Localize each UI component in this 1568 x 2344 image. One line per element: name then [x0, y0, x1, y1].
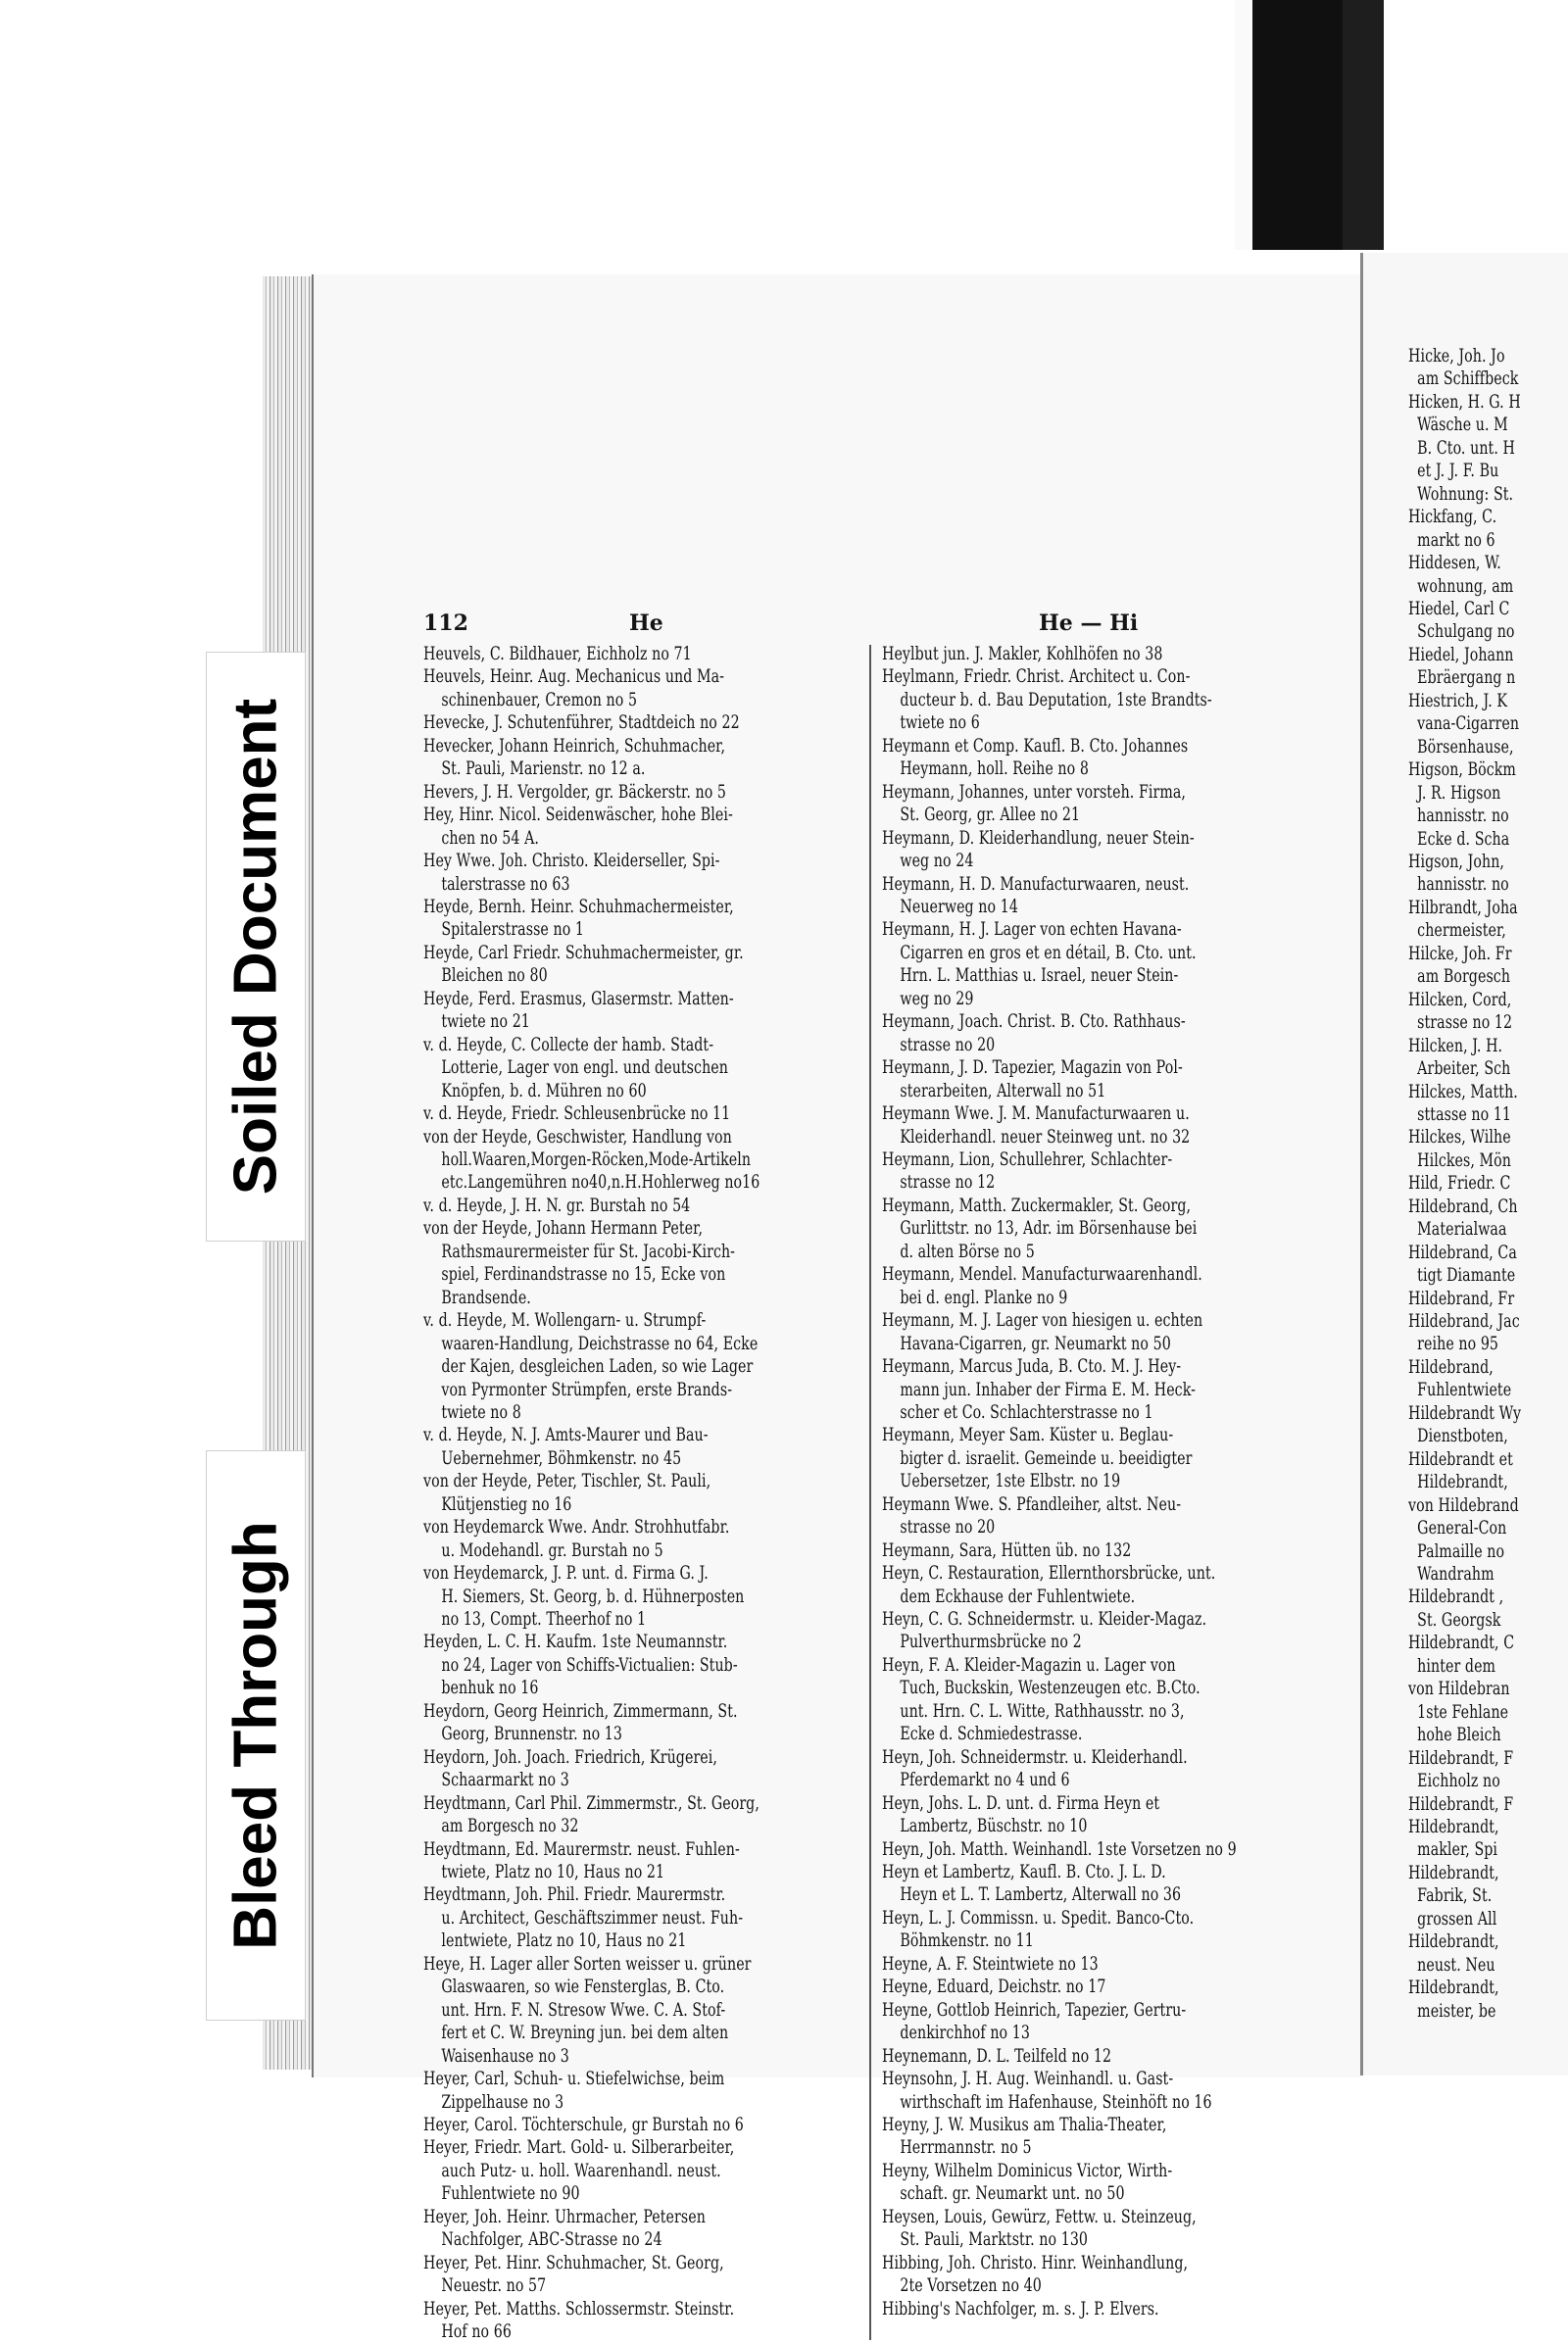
soiled-document-label: Soiled Document	[221, 698, 290, 1196]
entry-line: meister, be	[1408, 2000, 1496, 2022]
entry-line: Heyde, Carl Friedr. Schuhmachermeister, gr.	[423, 942, 744, 963]
entry-line: auch Putz- u. holl. Waarenhandl. neust.	[423, 2160, 721, 2181]
entry-line: markt no 6	[1408, 529, 1495, 551]
entry-line: chen no 54 A.	[423, 827, 539, 849]
entry-line: Heymann, H. D. Manufacturwaaren, neust.	[882, 873, 1190, 895]
entry-line: von Hildebrand	[1408, 1494, 1519, 1516]
entry-line: Hey, Hinr. Nicol. Seidenwäscher, hohe Blei-	[423, 805, 733, 826]
facing-page-fragment	[1360, 253, 1568, 2075]
entry-line: Heyer, Pet. Matths. Schlossermstr. Steinstr.	[423, 2298, 735, 2320]
entry-line: grossen All	[1408, 1908, 1497, 1929]
entry-line: Heyn, C. Restauration, Ellernthorsbrücke, unt.	[882, 1563, 1216, 1585]
entry-line: Heymann, Lion, Schullehrer, Schlachter-	[882, 1148, 1173, 1170]
entry-line: Heydorn, Joh. Joach. Friedrich, Krügerei,	[423, 1746, 717, 1768]
page-number: 112	[423, 610, 468, 636]
entry-line: Pferdemarkt no 4 und 6	[882, 1770, 1070, 1791]
entry-line: twiete, Platz no 10, Haus no 21	[423, 1862, 665, 1883]
entry-line: Heymann, H. J. Lager von echten Havana-	[882, 919, 1182, 941]
entry-line: Schulgang no	[1408, 621, 1515, 643]
entry-line: Higson, John,	[1408, 851, 1504, 872]
entry-line: Heyn, Johs. L. D. unt. d. Firma Heyn et	[882, 1792, 1160, 1814]
entry-line: Hildebrandt,	[1408, 1817, 1499, 1837]
entry-line: vana-Cigarren	[1408, 713, 1520, 735]
entry-line: makler, Spi	[1408, 1839, 1498, 1861]
entry-line: Heymann et Comp. Kaufl. B. Cto. Johannes	[882, 735, 1189, 757]
entry-line: Heydtmann, Ed. Maurermstr. neust. Fuhlen-	[423, 1838, 740, 1860]
entry-line: Kleiderhandl. neuer Steinweg unt. no 32	[882, 1126, 1191, 1148]
entry-line: Hilcke, Joh. Fr	[1408, 943, 1512, 964]
entry-line: Heyny, Wilhelm Dominicus Victor, Wirth-	[882, 2160, 1173, 2181]
entry-line: Higson, Böckm	[1408, 759, 1516, 781]
entry-line: schaft. gr. Neumarkt unt. no 50	[882, 2183, 1125, 2205]
entry-line: neust. Neu	[1408, 1954, 1495, 1976]
entry-line: St. Pauli, Marienstr. no 12 a.	[423, 758, 646, 780]
entry-line: Hiedel, Johann	[1408, 644, 1514, 665]
entry-line: v. d. Heyde, M. Wollengarn- u. Strumpf-	[423, 1310, 707, 1332]
left-running-head: He	[629, 610, 663, 636]
entry-line: unt. Hrn. F. N. Stresow Wwe. C. A. Stof-	[423, 1999, 726, 2021]
entry-line: Hildebrandt, C	[1408, 1633, 1515, 1654]
entry-line: von der Heyde, Peter, Tischler, St. Pauli,	[423, 1471, 711, 1492]
entry-line: sttasse no 11	[1408, 1103, 1512, 1125]
entry-line: Hildebrandt ,	[1408, 1587, 1504, 1608]
entry-line: Heymann, Matth. Zuckermakler, St. Georg,	[882, 1195, 1192, 1216]
right-running-head: He — Hi	[1039, 610, 1139, 636]
entry-line: bigter d. israelit. Gemeinde u. beeidigter	[882, 1447, 1193, 1469]
entry-line: Heyn, L. J. Commissn. u. Spedit. Banco-Cto.	[882, 1907, 1195, 1929]
entry-line: Neuerweg no 14	[882, 896, 1018, 917]
entry-line: mann jun. Inhaber der Firma E. M. Heck-	[882, 1379, 1197, 1400]
entry-line: Hildebrand, Jac	[1408, 1311, 1520, 1333]
directory-page	[312, 274, 1362, 2343]
entry-line: St. Pauli, Marktstr. no 130	[882, 2229, 1089, 2251]
entry-line: von Hildebran	[1408, 1679, 1510, 1700]
entry-line: u. Modehandl. gr. Burstah no 5	[423, 1539, 663, 1561]
entry-line: talerstrasse no 63	[423, 873, 570, 895]
entry-line: Heyde, Bernh. Heinr. Schuhmachermeister,	[423, 896, 734, 917]
entry-line: twiete no 8	[423, 1401, 521, 1423]
entry-line: sterarbeiten, Alterwall no 51	[882, 1080, 1106, 1101]
entry-line: Heyn, C. G. Schneidermstr. u. Kleider-Magaz.	[882, 1609, 1207, 1631]
entry-line: Heyn, F. A. Kleider-Magazin u. Lager von	[882, 1654, 1176, 1676]
entry-line: Heyer, Friedr. Mart. Gold- u. Silberarbeiter,	[423, 2137, 735, 2159]
entry-line: Hildebrandt, F	[1408, 1747, 1514, 1769]
entry-line: Heuvels, C. Bildhauer, Eichholz no 71	[423, 644, 692, 664]
entry-line: weg no 29	[882, 988, 974, 1009]
entry-line: am Schiffbeck	[1408, 368, 1519, 390]
entry-line: twiete no 6	[882, 712, 980, 734]
entry-line: Fabrik, St.	[1408, 1885, 1493, 1907]
entry-line: Hevecke, J. Schutenführer, Stadtdeich no 22	[423, 712, 740, 734]
entry-line: Heymann, Sara, Hütten üb. no 132	[882, 1539, 1132, 1561]
entry-line: Heymann Wwe. S. Pfandleiher, altst. Neu-	[882, 1493, 1182, 1515]
entry-line: von Heydemarck Wwe. Andr. Strohhutfabr.	[423, 1517, 730, 1538]
left-column	[423, 643, 760, 2344]
entry-line: hannisstr. no	[1408, 874, 1509, 896]
entry-line: Hildebrandt,	[1408, 1978, 1499, 1999]
entry-line: hinter dem	[1408, 1655, 1496, 1677]
entry-line: Hof no 66	[423, 2321, 512, 2343]
entry-line: tigt Diamante	[1408, 1265, 1516, 1287]
column-divider	[869, 645, 871, 2340]
entry-line: Bleichen no 80	[423, 965, 548, 987]
entry-line: Heymann, Johannes, unter vorsteh. Firma,	[882, 781, 1187, 803]
entry-line: Hey Wwe. Joh. Christo. Kleiderseller, Spi-	[423, 851, 720, 872]
entry-line: St. Georg, gr. Allee no 21	[882, 805, 1081, 826]
soiled-document-tab	[206, 652, 306, 1242]
entry-line: hannisstr. no	[1408, 806, 1509, 827]
entry-line: Hibbing's Nachfolger, m. s. J. P. Elvers.	[882, 2298, 1159, 2320]
entry-line: reihe no 95	[1408, 1334, 1499, 1355]
entry-line: hohe Bleich	[1408, 1725, 1501, 1746]
entry-line: General-Con	[1408, 1518, 1507, 1539]
entry-line: Heymann Wwe. J. M. Manufacturwaaren u.	[882, 1103, 1190, 1125]
entry-line: schinenbauer, Cremon no 5	[423, 689, 638, 710]
entry-line: Palmaille no	[1408, 1540, 1505, 1562]
entry-line: Heydtmann, Joh. Phil. Friedr. Maurermstr.	[423, 1884, 726, 1906]
entry-line: Neuestr. no 57	[423, 2275, 547, 2297]
entry-line: Hildebrand, Fr	[1408, 1288, 1515, 1309]
entry-line: lentwiete, Platz no 10, Haus no 21	[423, 1930, 687, 1952]
entry-line: wohnung, am	[1408, 575, 1514, 597]
entry-line: Lambertz, Büschstr. no 10	[882, 1816, 1088, 1837]
entry-line: Heye, H. Lager aller Sorten weisser u. grüner	[423, 1953, 752, 1975]
entry-line: Heyne, A. F. Steintwiete no 13	[882, 1953, 1099, 1975]
entry-line: Fuhlentwiete	[1408, 1380, 1512, 1401]
entry-line: Hilckes, Wilhe	[1408, 1127, 1511, 1148]
entry-line: Heymann, Meyer Sam. Küster u. Beglau-	[882, 1425, 1174, 1446]
entry-line: Ecke d. Schmiedestrasse.	[882, 1724, 1083, 1745]
entry-line: et J. J. F. Bu	[1408, 461, 1499, 482]
entry-line: Rathsmaurermeister für St. Jacobi-Kirch-	[423, 1241, 736, 1262]
entry-line: St. Georgsk	[1408, 1609, 1501, 1631]
entry-line: Uebersetzer, 1ste Elbstr. no 19	[882, 1471, 1121, 1492]
entry-line: Hiddesen, W.	[1408, 553, 1501, 574]
entry-line: Hildebrandt,	[1408, 1472, 1508, 1493]
entry-line: Hevecker, Johann Heinrich, Schuhmacher,	[423, 735, 726, 757]
entry-line: Ebräergang n	[1408, 667, 1516, 689]
entry-line: Heyer, Joh. Heinr. Uhrmacher, Petersen	[423, 2206, 706, 2227]
entry-line: Hildebrandt et	[1408, 1448, 1513, 1470]
entry-line: Heyn et L. T. Lambertz, Alterwall no 36	[882, 1884, 1182, 1906]
entry-line: Hildebrand,	[1408, 1356, 1494, 1378]
entry-line: Hildebrandt, F	[1408, 1793, 1514, 1815]
entry-line: Hibbing, Joh. Christo. Hinr. Weinhandlung,	[882, 2252, 1189, 2273]
entry-line: Heylmann, Friedr. Christ. Architect u. Con-	[882, 666, 1191, 688]
entry-line: Heyn, Joh. Schneidermstr. u. Kleiderhandl.	[882, 1746, 1188, 1768]
entry-line: Heymann, Joach. Christ. B. Cto. Rathhaus-	[882, 1011, 1186, 1033]
entry-line: denkirchhof no 13	[882, 2023, 1030, 2044]
entry-line: Lotterie, Lager von engl. und deutschen	[423, 1057, 728, 1079]
entry-line: Heymann, M. J. Lager von hiesigen u. echten	[882, 1310, 1203, 1332]
entry-line: strasse no 20	[882, 1517, 996, 1538]
entry-line: von Pyrmonter Strümpfen, erste Brands-	[423, 1379, 733, 1400]
entry-line: Hilcken, J. H.	[1408, 1035, 1503, 1056]
entry-line: Eichholz no	[1408, 1771, 1500, 1792]
entry-line: Heyne, Eduard, Deichstr. no 17	[882, 1977, 1106, 1998]
entry-line: Materialwaa	[1408, 1219, 1507, 1241]
entry-line: Herrmannstr. no 5	[882, 2137, 1032, 2159]
entry-line: Uebernehmer, Böhmkenstr. no 45	[423, 1447, 682, 1469]
entry-line: dem Eckhause der Fuhlentwiete.	[882, 1586, 1136, 1607]
entry-line: Heymann, D. Kleiderhandlung, neuer Stein-	[882, 827, 1195, 849]
scan-margin-white	[1384, 0, 1568, 253]
entry-line: spiel, Ferdinandstrasse no 15, Ecke von	[423, 1264, 726, 1286]
entry-line: Hildebrand, Ca	[1408, 1242, 1517, 1263]
entry-line: Dienstboten,	[1408, 1426, 1508, 1447]
entry-line: holl.Waaren,Morgen-Röcken,Mode-Artikeln	[423, 1148, 752, 1170]
entry-line: v. d. Heyde, N. J. Amts-Maurer und Bau-	[423, 1425, 709, 1446]
entry-line: strasse no 12	[882, 1172, 996, 1194]
entry-line: no 13, Compt. Theerhof no 1	[423, 1609, 647, 1631]
bleed-through-tab	[206, 1450, 306, 2021]
entry-line: Hiedel, Carl C	[1408, 598, 1510, 619]
entry-line: von der Heyde, Johann Hermann Peter,	[423, 1218, 704, 1240]
entry-line: Hild, Friedr. C	[1408, 1173, 1511, 1195]
entry-line: v. d. Heyde, C. Collecte der hamb. Stadt-	[423, 1034, 714, 1055]
entry-line: Börsenhause,	[1408, 736, 1514, 757]
entry-line: Waisenhause no 3	[423, 2045, 569, 2067]
entry-line: Hrn. L. Matthias u. Israel, neuer Stein-	[882, 965, 1179, 987]
entry-line: fert et C. W. Breyning jun. bei dem alten	[423, 2023, 729, 2044]
entry-line: Heuvels, Heinr. Aug. Mechanicus und Ma-	[423, 666, 725, 688]
entry-line: Heyde, Ferd. Erasmus, Glasermstr. Matten-	[423, 988, 734, 1009]
entry-line: Hilckes, Matth.	[1408, 1081, 1518, 1102]
entry-line: unt. Hrn. C. L. Witte, Rathhausstr. no 3,	[882, 1700, 1185, 1722]
entry-line: Hicke, Joh. Jo	[1408, 346, 1505, 366]
entry-line: Hildebrand, Ch	[1408, 1196, 1518, 1217]
entry-line: Heyny, J. W. Musikus am Thalia-Theater,	[882, 2115, 1167, 2135]
entry-line: bei d. engl. Planke no 9	[882, 1287, 1068, 1308]
entry-line: 2te Vorsetzen no 40	[882, 2275, 1042, 2297]
entry-line: Hilckes, Mön	[1408, 1149, 1511, 1171]
entry-line: Hildebrandt,	[1408, 1931, 1499, 1953]
entry-line: 1ste Fehlane	[1408, 1701, 1509, 1723]
entry-line: Hilbrandt, Joha	[1408, 897, 1518, 918]
entry-line: Heymann, Marcus Juda, B. Cto. M. J. Hey-	[882, 1356, 1182, 1378]
entry-line: Heysen, Louis, Gewürz, Fettw. u. Steinzeug,	[882, 2206, 1197, 2227]
entry-line: Heyer, Carol. Töchterschule, gr Burstah no 6	[423, 2115, 744, 2135]
entry-line: Heyer, Pet. Hinr. Schuhmacher, St. Georg,	[423, 2252, 724, 2273]
entry-line: Ecke d. Scha	[1408, 828, 1510, 850]
entry-line: Heymann, J. D. Tapezier, Magazin von Pol-	[882, 1057, 1183, 1079]
entry-line: ducteur b. d. Bau Deputation, 1ste Brandts-	[882, 689, 1212, 710]
entry-line: Heynsohn, J. H. Aug. Weinhandl. u. Gast-	[882, 2069, 1174, 2090]
entry-line: Arbeiter, Sch	[1408, 1058, 1511, 1080]
entry-line: u. Architect, Geschäftszimmer neust. Fuh-	[423, 1907, 744, 1929]
entry-line: Heyn et Lambertz, Kaufl. B. Cto. J. L. D.	[882, 1862, 1166, 1883]
entry-line: Tuch, Buckskin, Westenzeugen etc. B.Cto.	[882, 1678, 1200, 1699]
entry-line: Georg, Brunnenstr. no 13	[423, 1724, 622, 1745]
entry-line: v. d. Heyde, Friedr. Schleusenbrücke no 11	[423, 1103, 731, 1125]
entry-line: strasse no 12	[1408, 1012, 1513, 1034]
entry-line: etc.Langemühren no40,n.H.Hohlerweg no16	[423, 1172, 760, 1194]
entry-line: Gurlittstr. no 13, Adr. im Börsenhause bei	[882, 1218, 1198, 1240]
entry-line: no 24, Lager von Schiffs-Victualien: Stub-	[423, 1654, 738, 1676]
entry-line: scher et Co. Schlachterstrasse no 1	[882, 1401, 1153, 1423]
entry-line: B. Cto. unt. H	[1408, 437, 1515, 459]
entry-line: Cigarren en gros et en détail, B. Cto. unt.	[882, 942, 1197, 963]
entry-line: Hicken, H. G. H	[1408, 391, 1521, 413]
entry-line: waaren-Handlung, Deichstrasse no 64, Ecke	[423, 1333, 759, 1354]
entry-line: Hiestrich, J. K	[1408, 690, 1508, 711]
entry-line: Heydorn, Georg Heinrich, Zimmermann, St.	[423, 1700, 738, 1722]
entry-line: Hildebrandt,	[1408, 1862, 1499, 1883]
entry-line: v. d. Heyde, J. H. N. gr. Burstah no 54	[423, 1195, 691, 1216]
entry-line: Klütjenstieg no 16	[423, 1493, 572, 1515]
entry-line: H. Siemers, St. Georg, b. d. Hühnerposten	[423, 1586, 745, 1607]
entry-line: twiete no 21	[423, 1011, 530, 1033]
entry-line: am Borgesch	[1408, 966, 1511, 988]
entry-line: Heydtmann, Carl Phil. Zimmermstr., St. Georg,	[423, 1792, 760, 1814]
right-column-fragment	[1408, 345, 1521, 2023]
bleed-through-label: Bleed Through	[221, 1521, 290, 1950]
entry-line: Hilcken, Cord,	[1408, 989, 1512, 1010]
entry-line: chermeister,	[1408, 920, 1506, 942]
entry-line: Pulverthurmsbrücke no 2	[882, 1632, 1082, 1653]
entry-line: Nachfolger, ABC-Strasse no 24	[423, 2229, 662, 2251]
entry-line: Heyden, L. C. H. Kaufm. 1ste Neumannstr.	[423, 1632, 728, 1653]
entry-line: benhuk no 16	[423, 1678, 539, 1699]
entry-line: am Borgesch no 32	[423, 1816, 579, 1837]
entry-line: Fuhlentwiete no 90	[423, 2183, 580, 2205]
entry-line: Heymann, Mendel. Manufacturwaarenhandl.	[882, 1264, 1202, 1286]
entry-line: Hickfang, C.	[1408, 507, 1497, 528]
entry-line: von der Heyde, Geschwister, Handlung von	[423, 1126, 732, 1148]
entry-line: Brandsende.	[423, 1287, 531, 1308]
entry-line: Knöpfen, b. d. Mühren no 60	[423, 1080, 647, 1101]
entry-line: Heynemann, D. L. Teilfeld no 12	[882, 2045, 1112, 2067]
entry-line: Wäsche u. M	[1408, 415, 1508, 436]
entry-line: weg no 24	[882, 851, 974, 872]
entry-line: Havana-Cigarren, gr. Neumarkt no 50	[882, 1333, 1171, 1354]
entry-line: Glaswaaren, so wie Fensterglas, B. Cto.	[423, 1977, 725, 1998]
entry-line: Spitalerstrasse no 1	[423, 919, 585, 941]
entry-line: Hevers, J. H. Vergolder, gr. Bäckerstr. no 5	[423, 781, 727, 803]
entry-line: Heyer, Carl, Schuh- u. Stiefelwichse, beim	[423, 2069, 725, 2090]
entry-line: Heymann, holl. Reihe no 8	[882, 758, 1089, 780]
entry-line: strasse no 20	[882, 1034, 996, 1055]
entry-line: Heylbut jun. J. Makler, Kohlhöfen no 38	[882, 644, 1163, 664]
entry-line: Böhmkenstr. no 11	[882, 1930, 1034, 1952]
entry-line: der Kajen, desgleichen Laden, so wie Lager	[423, 1356, 754, 1378]
entry-line: wirthschaft im Hafenhause, Steinhöft no 16	[882, 2091, 1212, 2113]
entry-line: J. R. Higson	[1408, 782, 1501, 804]
middle-column	[882, 643, 1237, 2320]
entry-line: Zippelhause no 3	[423, 2091, 564, 2113]
entry-line: Schaarmarkt no 3	[423, 1770, 569, 1791]
entry-line: Wandrahm	[1408, 1564, 1494, 1586]
entry-line: Heyn, Joh. Matth. Weinhandl. 1ste Vorsetzen no 9	[882, 1838, 1237, 1860]
entry-line: Hildebrandt Wy	[1408, 1402, 1522, 1424]
entry-line: d. alten Börse no 5	[882, 1241, 1035, 1262]
entry-line: Wohnung: St.	[1408, 483, 1514, 505]
entry-line: von Heydemarck, J. P. unt. d. Firma G. J.	[423, 1563, 709, 1585]
entry-line: Heyne, Gottlob Heinrich, Tapezier, Gertru-	[882, 1999, 1187, 2021]
scan-margin-black-bar	[1235, 0, 1392, 250]
